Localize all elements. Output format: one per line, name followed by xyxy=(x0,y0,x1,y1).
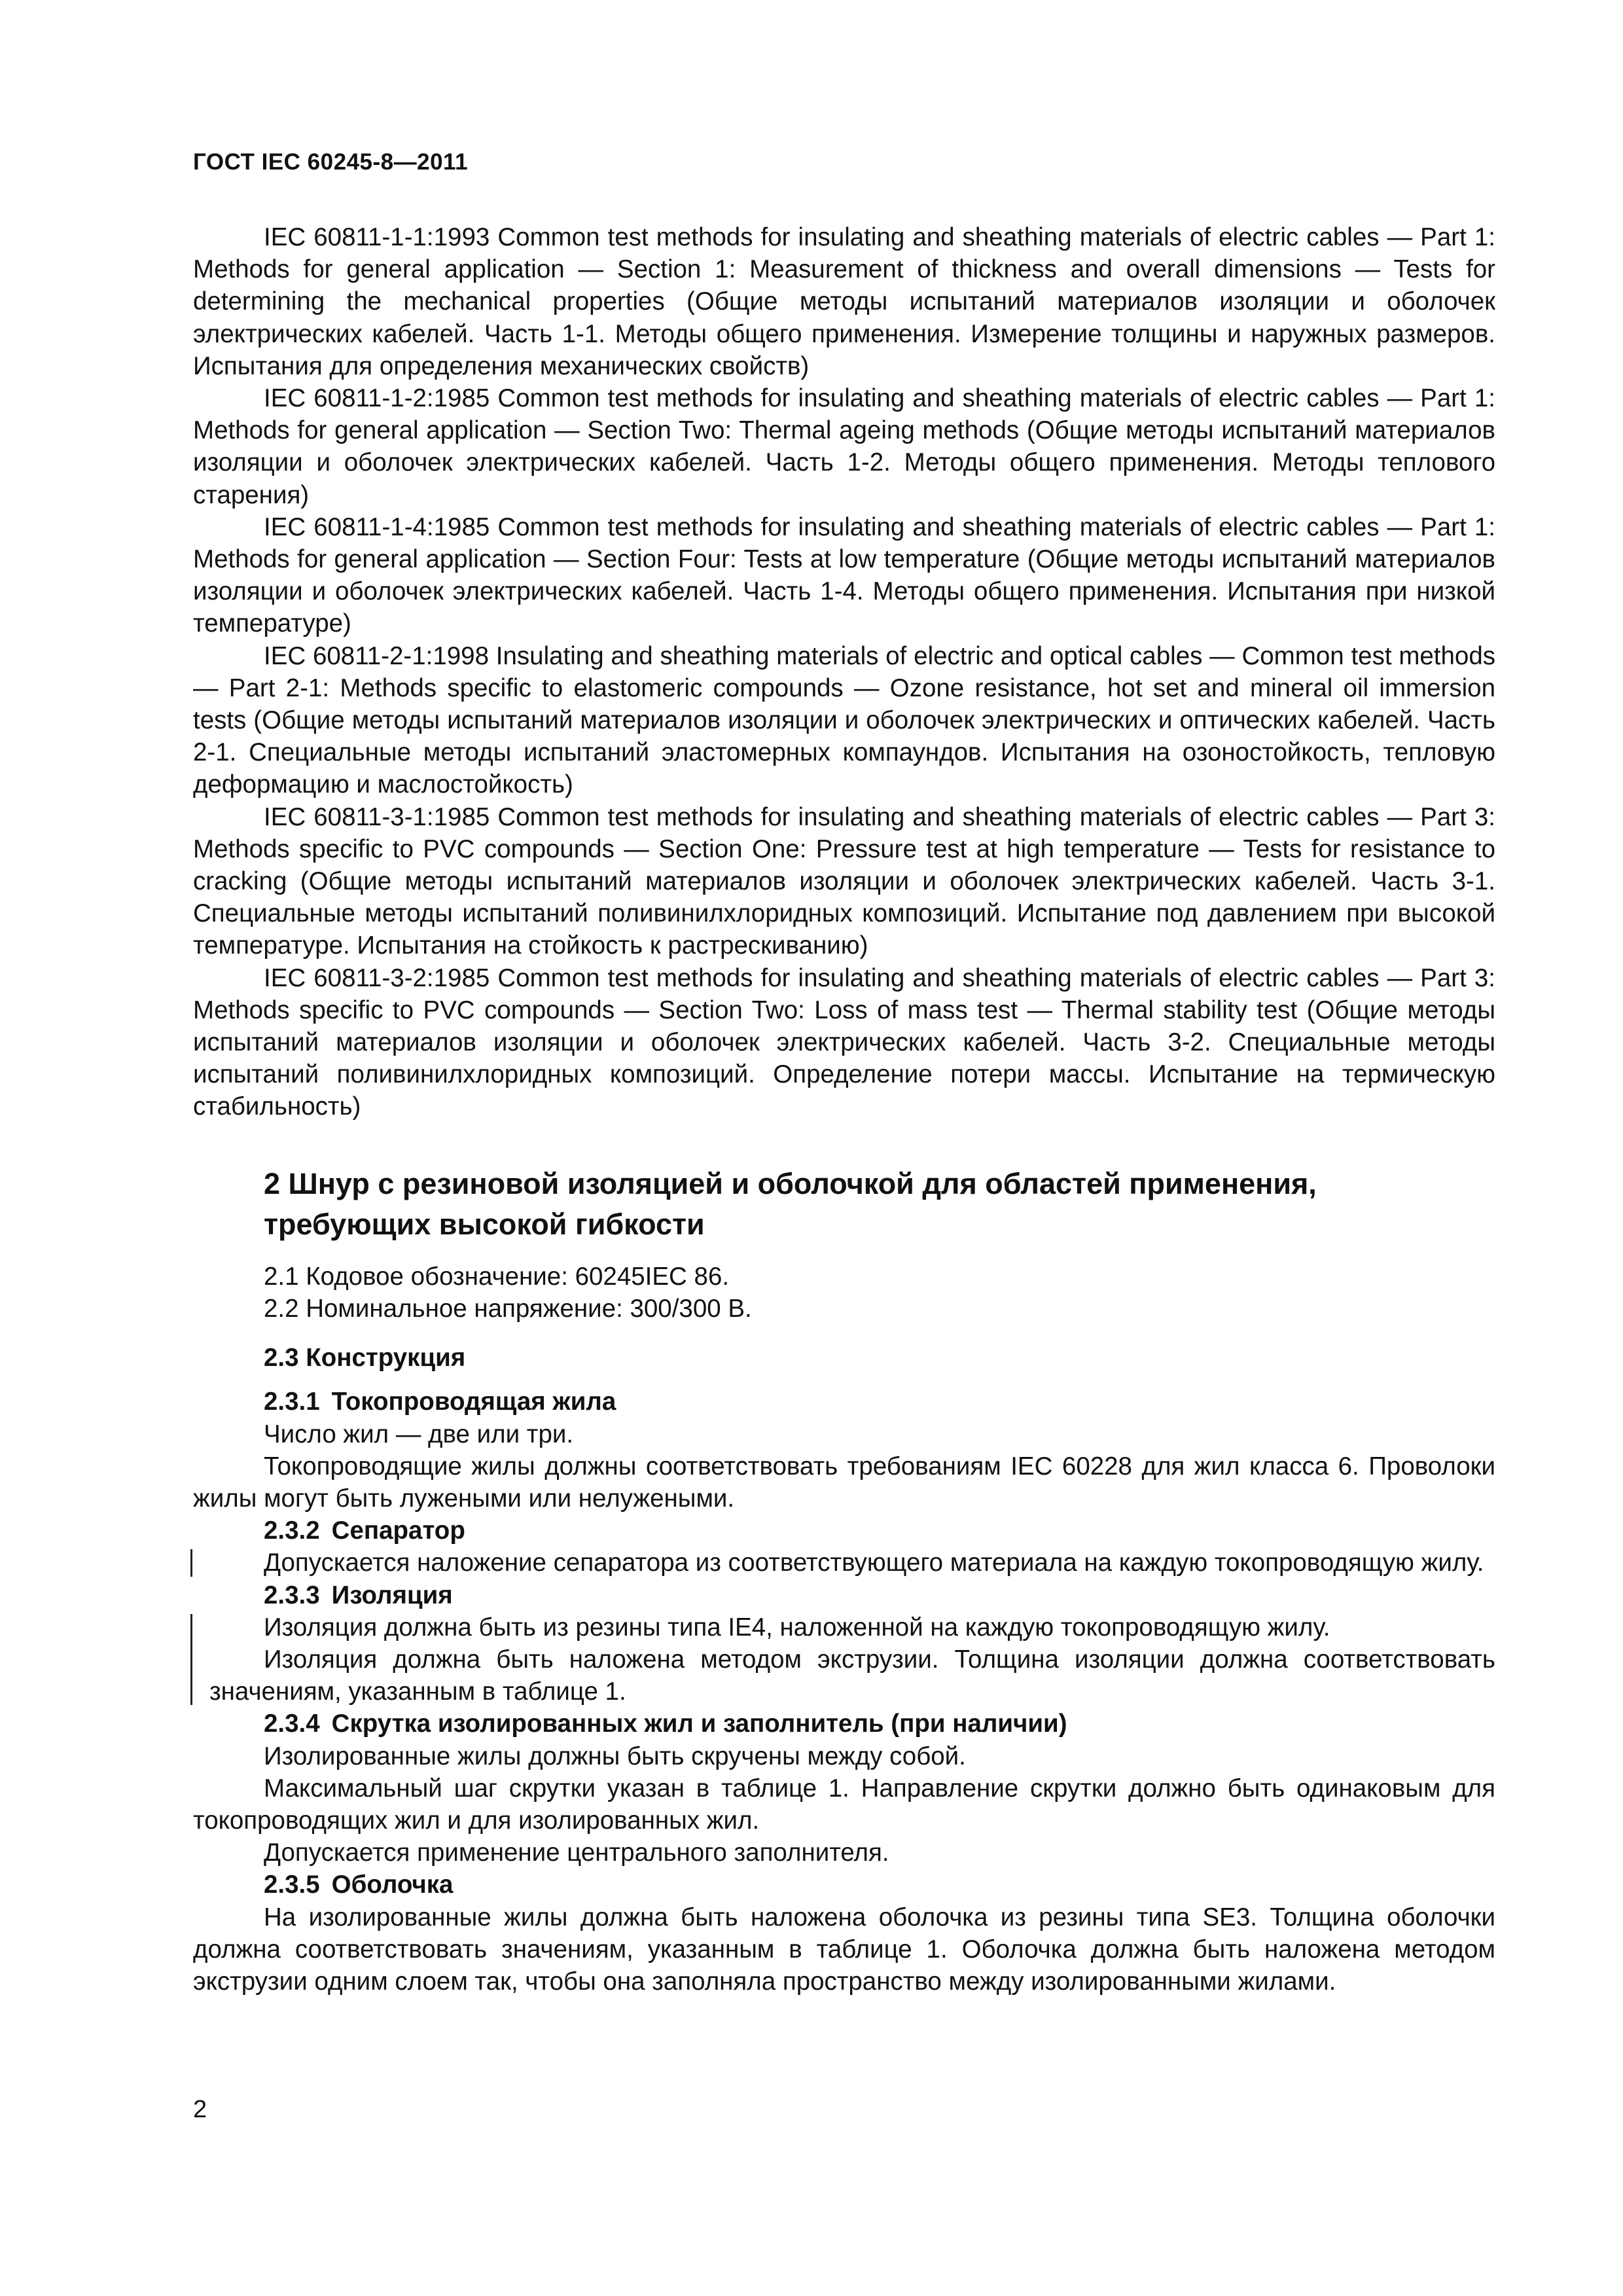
page-number: 2 xyxy=(193,2096,207,2123)
clause-title: Сепаратор xyxy=(331,1516,465,1545)
clause-title: Токопроводящая жила xyxy=(331,1388,616,1416)
reference-item: IEC 60811-3-2:1985 Common test methods for insulating and sheathing materials of electric cables — Part 3: Methods specific to PVC compounds — Section Two: Loss of mass test — Thermal stability test (Общие методы испытаний материалов изоляции и оболочек электрических кабелей. Часть 3-2. Специальные методы испытаний поливинилхлоридных композиций. Определение потери массы. Испытание на термическую стабильность) xyxy=(193,963,1495,1121)
clause-2-3-4-text-b: Максимальный шаг скрутки указан в таблице 1. Направление скрутки должно быть одинаковым для токопроводящих жил и для изолированных жил. xyxy=(193,1774,1495,1835)
clause-2-3-1-text-a: Число жил — две или три. xyxy=(264,1420,574,1448)
clause-2-3-5-heading xyxy=(264,1869,1495,1901)
clause-2-3-3-text-b: Изоляция должна быть наложена методом экструзии. Толщина изоляции должна соответствовать значениям, указанным в таблице 1. xyxy=(209,1645,1495,1706)
clause-2-2: 2.2 Номинальное напряжение: 300/300 В. xyxy=(264,1294,752,1323)
section-2-title xyxy=(264,1164,1495,1245)
clause-2-3-1-text-b: Токопроводящие жилы должны соответствовать требованиям IEC 60228 для жил класса 6. Проволоки жилы могут быть лужеными или нелужеными. xyxy=(193,1452,1495,1513)
normative-references-list xyxy=(193,221,1495,1123)
clause-2-3-2-heading xyxy=(264,1515,1495,1547)
change-bar-block xyxy=(193,1611,1495,1708)
clause-2-3-3-text-a: Изоляция должна быть из резины типа IE4, наложенной на каждую токопроводящую жилу. xyxy=(264,1613,1330,1641)
document-body xyxy=(193,221,1495,1998)
clause-title: Скрутка изолированных жил и заполнитель (при наличии) xyxy=(331,1710,1067,1738)
clause-2-3-3-heading xyxy=(264,1579,1495,1611)
clause-2-1: 2.1 Кодовое обозначение: 60245IEC 86. xyxy=(264,1262,730,1291)
clause-number: 2.3.3 xyxy=(264,1581,320,1609)
clause-title: Оболочка xyxy=(331,1871,454,1899)
reference-item: IEC 60811-1-4:1985 Common test methods for insulating and sheathing materials of electric cables — Part 1: Methods for general application — Section Four: Tests at low temperature (Общие методы испытаний материалов изоляции и оболочек электрических кабелей. Часть 1-4. Методы общего применения. Испытания при низкой температуре) xyxy=(193,512,1495,638)
clause-number: 2.3.1 xyxy=(264,1388,320,1416)
clause-2-3-heading: 2.3 Конструкция xyxy=(264,1344,466,1372)
reference-item: IEC 60811-3-1:1985 Common test methods for insulating and sheathing materials of electric cables — Part 3: Methods specific to PVC compounds — Section One: Pressure test at high temperature — Tests for resistance to cracking (Общие методы испытаний материалов изоляции и оболочек электрических кабелей. Часть 3-1. Специальные методы испытаний поливинилхлоридных композиций. Испытание под давлением при высокой температуре. Испытания на стойкость к растрескиванию) xyxy=(193,802,1495,960)
reference-item: IEC 60811-2-1:1998 Insulating and sheathing materials of electric and optical cables — Common test methods — Part 2-1: Methods specific to elastomeric compounds — Ozone resistance, hot set and mineral oil immersion tests (Общие методы испытаний материалов изоляции и оболочек электрических и оптических кабелей. Часть 2-1. Специальные методы испытаний эластомерных компаундов. Испытания на озоностойкость, тепловую деформацию и маслостойкость) xyxy=(193,641,1495,799)
clause-number: 2.3.2 xyxy=(264,1516,320,1545)
clause-2-3-4-text-a: Изолированные жилы должны быть скручены между собой. xyxy=(264,1742,966,1770)
clause-2-3-4-heading xyxy=(264,1708,1495,1740)
clause-2-3-4-text-c: Допускается применение центрального заполнителя. xyxy=(264,1839,889,1867)
document-code-header: ГОСТ IEC 60245-8—2011 xyxy=(193,149,469,175)
section-2-title-line-1: 2 Шнур с резиновой изоляцией и оболочкой для областей применения, xyxy=(264,1166,1317,1200)
reference-item: IEC 60811-1-1:1993 Common test methods for insulating and sheathing materials of electric cables — Part 1: Methods for general application — Section 1: Measurement of thickness and overall dimensions — Tests for determining the mechanical properties (Общие методы испытаний материалов изоляции и оболочек электрических кабелей. Часть 1-1. Методы общего применения. Измерение толщины и наружных размеров. Испытания для определения механических свойств) xyxy=(193,223,1495,380)
section-2-title-line-2: требующих высокой гибкости xyxy=(264,1207,705,1241)
clause-2-3-5-text: На изолированные жилы должна быть наложена оболочка из резины типа SE3. Толщина оболочки должна соответствовать значениям, указанным в таблице 1. Оболочка должна быть наложена методом экструзии одним слоем так, чтобы она заполняла пространство между изолированными жилами. xyxy=(193,1903,1495,1996)
clause-number: 2.3.4 xyxy=(264,1710,320,1738)
clause-number: 2.3.5 xyxy=(264,1871,320,1899)
clause-title: Изоляция xyxy=(331,1581,453,1609)
change-bar-block xyxy=(193,1547,1495,1579)
clause-2-3-1-heading xyxy=(264,1386,1495,1418)
reference-item: IEC 60811-1-2:1985 Common test methods for insulating and sheathing materials of electric cables — Part 1: Methods for general application — Section Two: Thermal ageing methods (Общие методы испытаний материалов изоляции и оболочек электрических кабелей. Часть 1-2. Методы общего применения. Методы теплового старения) xyxy=(193,384,1495,509)
clause-2-3-2-text: Допускается наложение сепаратора из соответствующего материала на каждую токопроводящую жилу. xyxy=(264,1549,1484,1577)
